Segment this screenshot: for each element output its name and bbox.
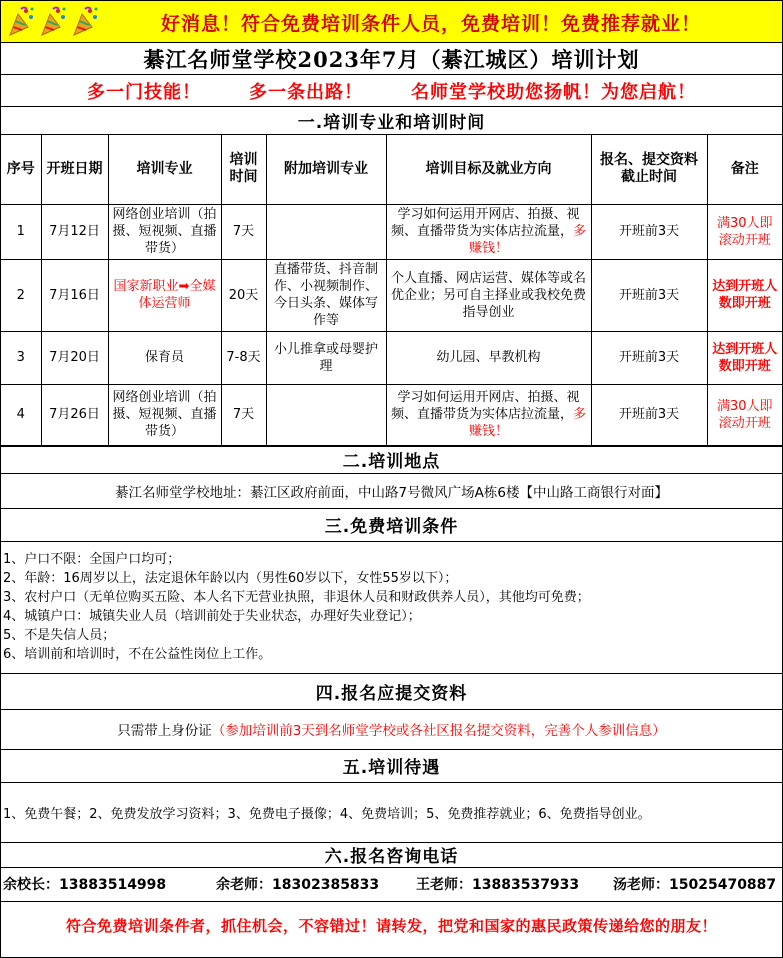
contact-2 (216, 874, 379, 894)
header-date: 开班日期 (41, 135, 108, 204)
training-schedule-table (1, 135, 782, 446)
contact-name: 王老师： (416, 877, 472, 893)
banner-text: 好消息！符合免费培训条件人员，免费培训！免费推荐就业！ (161, 13, 702, 35)
cell-date: 7月16日 (41, 259, 108, 331)
table-row (1, 204, 782, 259)
section-heading-contacts: 六.报名咨询电话 (1, 843, 782, 868)
cell-deadline: 开班前3天 (591, 331, 707, 384)
materials-row (1, 710, 782, 750)
cell-extra (266, 384, 386, 445)
contact-phone[interactable]: 13883537933 (472, 877, 580, 893)
cell-no: 4 (1, 384, 41, 445)
slogan-3: 名师堂学校助您扬帆！为您启航！ (411, 81, 696, 103)
cell-extra (266, 204, 386, 259)
cell-date: 7月20日 (41, 331, 108, 384)
table-row (1, 331, 782, 384)
header-major: 培训专业 (108, 135, 221, 204)
header-no: 序号 (1, 135, 41, 204)
cell-date: 7月12日 (41, 204, 108, 259)
cell-note: 达到开班人数即开班 (707, 259, 782, 331)
major-text: 网络创业培训（拍摄、短视频、直播带货） (112, 207, 217, 256)
banner-icons (7, 5, 99, 37)
cell-extra: 小儿推拿或母婴护理 (266, 331, 386, 384)
materials-note: （参加培训前3天到名师堂学校或各社区报名提交资料，完善个人参训信息） (211, 723, 666, 739)
cell-goal (386, 204, 591, 259)
conditions-list (1, 542, 782, 674)
condition-item: 3、农村户口（无单位购买五险、本人名下无营业执照，非退休人员和财政供养人员），其他均可免费； (3, 589, 590, 605)
slogan-2: 多一条出路！ (249, 81, 363, 103)
cell-no: 1 (1, 204, 41, 259)
major-text: 国家新职业 (113, 279, 179, 294)
contact-phone[interactable]: 15025470887 (669, 877, 777, 893)
cell-note: 满30人即滚动开班 (707, 384, 782, 445)
good-news-banner (1, 1, 782, 43)
cell-deadline: 开班前3天 (591, 259, 707, 331)
section-heading-conditions: 三.免费培训条件 (1, 509, 782, 542)
contact-name: 余校长： (3, 877, 59, 893)
contact-phone[interactable]: 13883514998 (59, 877, 167, 893)
cell-major (108, 259, 221, 331)
header-extra: 附加培训专业 (266, 135, 386, 204)
benefits-text: 1、免费午餐；2、免费发放学习资料；3、免费电子摄像；4、免费培训；5、免费推荐就业；6、免费指导创业。 (1, 783, 782, 843)
goal-highlight: 多赚钱！ (468, 407, 587, 439)
header-note: 备注 (707, 135, 782, 204)
contact-name: 余老师： (216, 877, 272, 893)
cell-duration: 7-8天 (221, 331, 266, 384)
header-goal: 培训目标及就业方向 (386, 135, 591, 204)
condition-item: 1、户口不限：全国户口均可； (3, 551, 181, 567)
contact-3 (416, 874, 579, 894)
cell-no: 2 (1, 259, 41, 331)
condition-item: 4、城镇户口：城镇失业人员（培训前处于失业状态，办理好失业登记）； (3, 608, 421, 624)
cell-deadline: 开班前3天 (591, 384, 707, 445)
footer-message: 符合免费培训条件者，抓住机会，不容错过！请转发，把党和国家的惠民政策传递给您的朋友！ (65, 917, 717, 935)
cell-duration: 7天 (221, 384, 266, 445)
cell-major (108, 204, 221, 259)
cell-major (108, 384, 221, 445)
condition-item: 6、培训前和培训时，不在公益性岗位上工作。 (3, 646, 272, 662)
materials-main: 只需带上身份证 (117, 723, 212, 739)
goal-text: 个人直播、网店运营、媒体等或名优企业；另可自主择业或我校免费指导创业 (390, 270, 586, 320)
cell-goal (386, 384, 591, 445)
goal-text: 学习如何运用开网店、拍摄、视频、直播带货为实体店拉流量， (390, 207, 580, 239)
cell-duration: 7天 (221, 204, 266, 259)
cell-deadline: 开班前3天 (591, 204, 707, 259)
cell-goal (386, 331, 591, 384)
section-heading-location: 二.培训地点 (1, 446, 782, 474)
contact-1 (3, 874, 166, 894)
party-popper-icon (39, 5, 67, 37)
contact-phone[interactable]: 18302385833 (272, 877, 380, 893)
cell-duration: 20天 (221, 259, 266, 331)
cell-note: 达到开班人数即开班 (707, 331, 782, 384)
slogan-1: 多一门技能！ (87, 81, 201, 103)
party-popper-icon (7, 5, 35, 37)
section-heading-schedule: 一.培训专业和培训时间 (1, 107, 782, 135)
cell-major (108, 331, 221, 384)
cell-goal (386, 259, 591, 331)
major-text: 网络创业培训（拍摄、短视频、直播带货） (112, 390, 217, 439)
goal-highlight: 多赚钱！ (468, 224, 587, 256)
condition-item: 5、不是失信人员； (3, 627, 116, 643)
goal-text: 学习如何运用开网店、拍摄、视频、直播带货为实体店拉流量， (390, 390, 580, 422)
cell-date: 7月26日 (41, 384, 108, 445)
cell-note: 满30人即滚动开班 (707, 204, 782, 259)
section-heading-materials: 四.报名应提交资料 (1, 674, 782, 710)
contact-4 (613, 874, 776, 894)
condition-item: 2、年龄：16周岁以上，法定退休年龄以内（男性60岁以下，女性55岁以下）； (3, 570, 458, 586)
table-row (1, 259, 782, 331)
contact-name: 汤老师： (613, 877, 669, 893)
major-text: 保育员 (144, 350, 184, 365)
page-title: 綦江名师堂学校2023年7月（綦江城区）培训计划 (1, 43, 782, 75)
cell-extra: 直播带货、抖音制作、小视频制作、今日头条、媒体写作等 (266, 259, 386, 331)
table-row (1, 384, 782, 445)
section-heading-benefits: 五.培训待遇 (1, 750, 782, 783)
major-highlight: ➡全媒体运营师 (138, 279, 216, 311)
header-deadline: 报名、提交资料截止时间 (591, 135, 707, 204)
goal-text: 幼儿园、早教机构 (436, 350, 541, 365)
cell-no: 3 (1, 331, 41, 384)
party-popper-icon (71, 5, 99, 37)
location-text: 綦江名师堂学校地址：綦江区政府前面，中山路7号微风广场A栋6楼【中山路工商银行对面】 (1, 474, 782, 509)
header-duration: 培训时间 (221, 135, 266, 204)
slogan-row (1, 75, 782, 107)
table-header-row (1, 135, 782, 204)
contacts-row (1, 868, 782, 902)
